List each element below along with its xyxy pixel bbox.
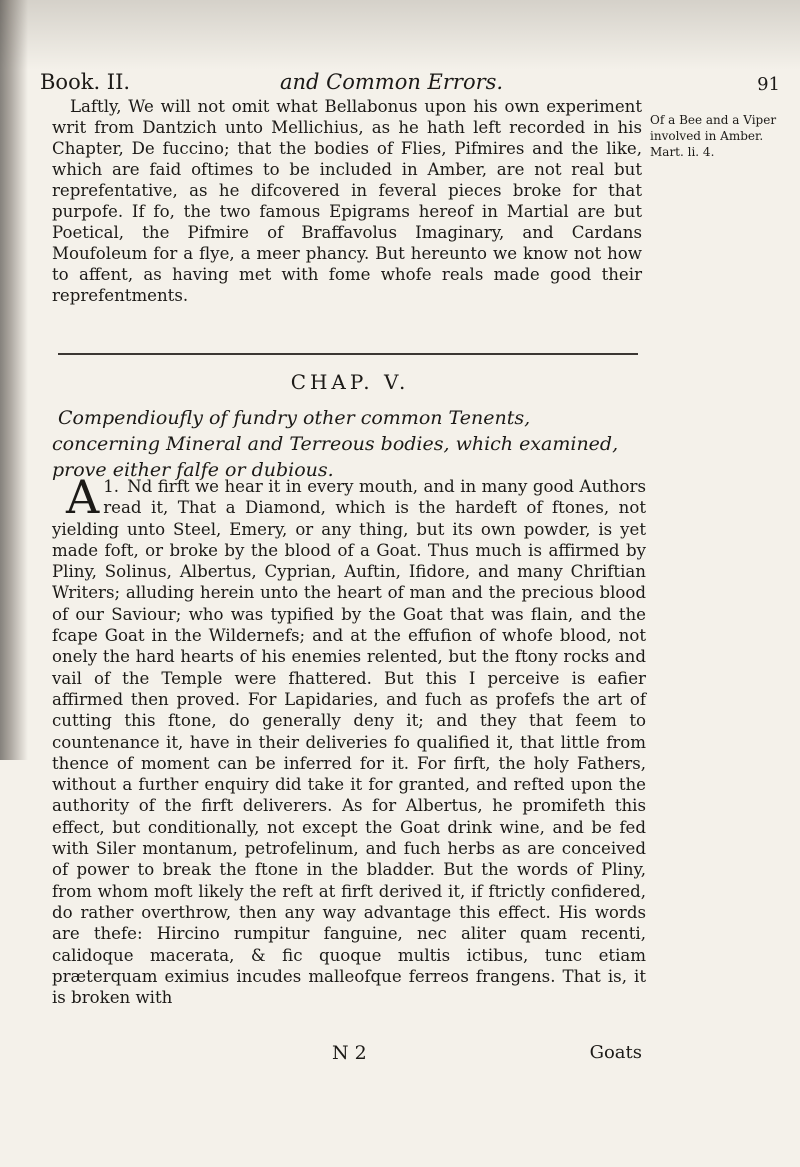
- signature-mark: N 2: [332, 1042, 367, 1064]
- header-running-title: and Common Errors.: [280, 70, 504, 94]
- page-top-shadow: [0, 0, 800, 70]
- chapter-body-paragraph: [52, 470, 646, 1008]
- chapter-body-text: Nd firft we hear it in every mouth, and in many good Authors read it, That a Diamond, which is the hardeft of ftones, not yielding unto Steel, Emery, or any thing, but its own powder, is yet made foft, or broke by the blood of a Goat. Thus much is affirmed by Pliny, Solinus, Albertus, Cyprian, Auftin, Ifidore, and many Chriftian Writers; alluding herein unto the heart of man and the precious blood of our Saviour; who was typified by the Goat that was flain, and the fcape Goat in the Wildernefs; and at the effufion of whofe blood, not onely the hard hearts of his enemies relented, but the ftony rocks and vail of the Temple were fhattered. But this I perceive is eafier affirmed then proved. For Lapidaries, and fuch as profefs the art of cutting this ftone, do generally deny it; and they that feem to countenance it, have in their deliveries fo qualified it, that little from thence of moment can be inferred for it. For firft, the holy Fathers, without a further enquiry did take it for granted, and refted upon the authority of the firft deliverers. As for Albertus, he promifeth this effect, but conditionally, not except the Goat drink wine, and be fed with Siler montanum, petrofelinum, and fuch herbs as are conceived of power to break the ftone in the bladder. But the words of Pliny, from whom moft likely the reft at firft derived it, if ftrictly confidered, do rather overthrow, then any way advantage this effect. His words are thefe: Hircino rumpitur fanguine, nec aliter quam recenti, calidoque macerata, & fic quoque multis ictibus, tunc etiam præterquam eximius incudes malleofque ferreos frangens. That is, it is broken with: [52, 477, 646, 1008]
- intro-paragraph-text: Laftly, We will not omit what Bellabonus upon his own experiment writ from Dantzich unto Mellichius, as he hath left recorded in his Chapter, De fuccino; that the bodies of Flies, Pifmires and the like, which are faid oftimes to be included in Amber, are not real but reprefentative, as he difcovered in feveral pieces broke for that purpofe. If fo, the two famous Epigrams hereof in Martial are but Poetical, the Pifmire of Braffavolus Imaginary, and Cardans Moufoleum for a flye, a meer phancy. But hereunto we know not how to affent, as having met with fome whofe reals made good their reprefentments.: [52, 97, 642, 305]
- catchword: Goats: [589, 1042, 642, 1063]
- page-number: 91: [757, 74, 780, 95]
- drop-cap: A: [66, 470, 100, 524]
- intro-paragraph: [52, 96, 642, 306]
- header-book-label: Book. II.: [40, 70, 131, 94]
- chapter-heading: CHAP. V.: [290, 370, 410, 394]
- chapter-subtitle: Compendioufly of fundry other common Tenents, concerning Mineral and Terreous bodies, which examined, prove either falfe or dubious.: [52, 407, 619, 481]
- page-footer: [52, 1042, 642, 1066]
- chapter-body: [52, 470, 646, 1008]
- chapter-divider: [58, 353, 638, 355]
- section-number: 1.: [103, 477, 120, 496]
- margin-note: Of a Bee and a Viper involved in Amber. Mart. li. 4.: [650, 113, 777, 159]
